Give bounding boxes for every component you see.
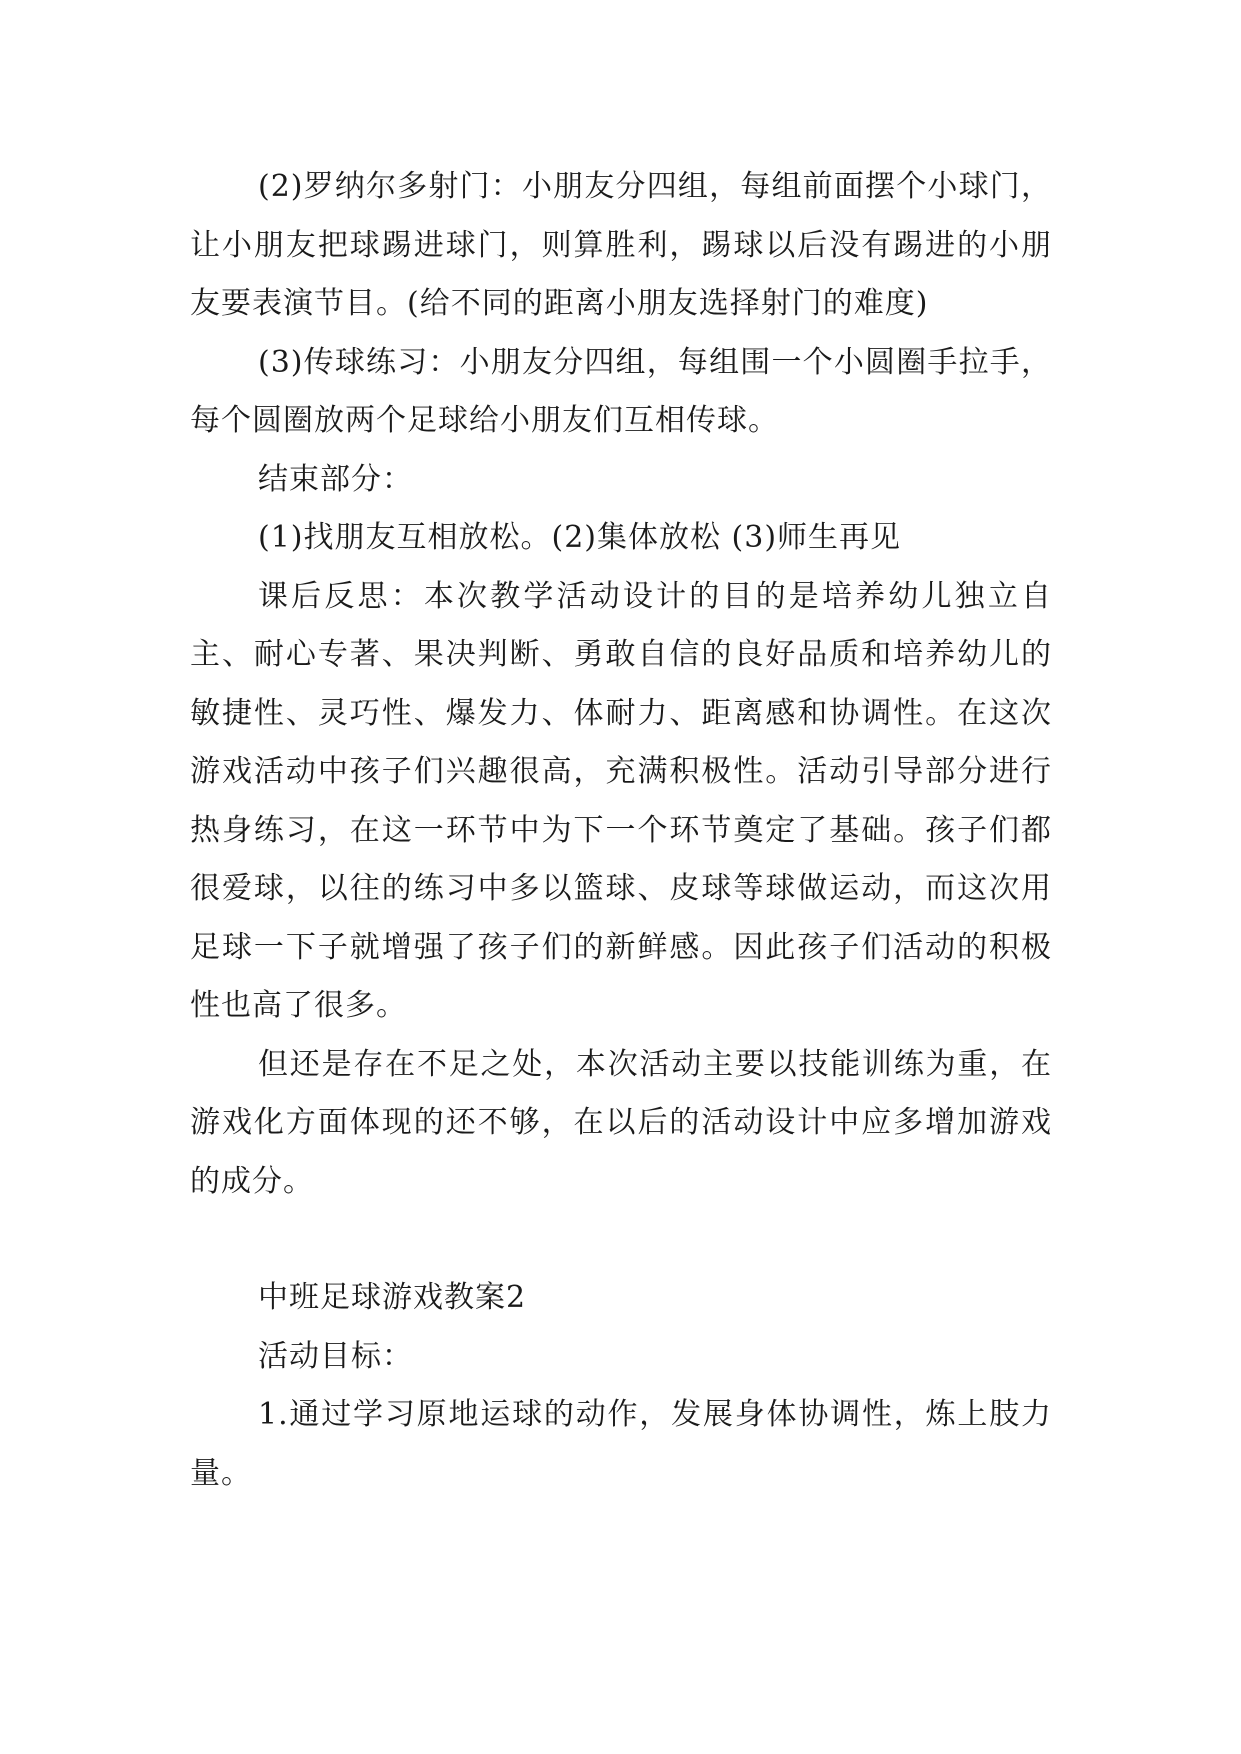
heading-ending: 结束部分： xyxy=(258,461,413,497)
section-heading: 活动目标： xyxy=(258,1338,413,1374)
paragraph-passing: (3)传球练习：小朋友分四组，每组围一个小圆圈手拉手，每个圆圈放两个足球给小朋友们互相传球。 xyxy=(190,344,1052,438)
paragraph-reflection: 课后反思：本次教学活动设计的目的是培养幼儿独立自主、耐心专著、果决判断、勇敢自信的良好品质和培养幼儿的敏捷性、灵巧性、爆发力、体耐力、距离感和协调性。在这次游戏活动中孩子们兴趣很高，充满积极性。活动引导部分进行热身练习，在这一环节中为下一个环节奠定了基础。孩子们都很爱球，以往的练习中多以篮球、皮球等球做运动，而这次用足球一下子就增强了孩子们的新鲜感。因此孩子们活动的积极性也高了很多。 xyxy=(190,578,1052,1023)
document-page xyxy=(190,158,1052,1503)
objective-item-1: 1.通过学习原地运球的动作，发展身体协调性，炼上肢力量。 xyxy=(190,1397,1052,1491)
section-spacer xyxy=(190,1211,1052,1269)
section-title: 中班足球游戏教案2 xyxy=(258,1280,527,1315)
paragraph-ending-steps: (1)找朋友互相放松。(2)集体放松 (3)师生再见 xyxy=(258,520,902,555)
paragraph-shooting: (2)罗纳尔多射门：小朋友分四组，每组前面摆个小球门，让小朋友把球踢进球门，则算胜利，踢球以后没有踢进的小朋友要表演节目。(给不同的距离小朋友选择射门的难度) xyxy=(190,169,1052,321)
paragraph-shortcomings: 但还是存在不足之处，本次活动主要以技能训练为重，在游戏化方面体现的还不够，在以后的活动设计中应多增加游戏的成分。 xyxy=(190,1046,1052,1199)
